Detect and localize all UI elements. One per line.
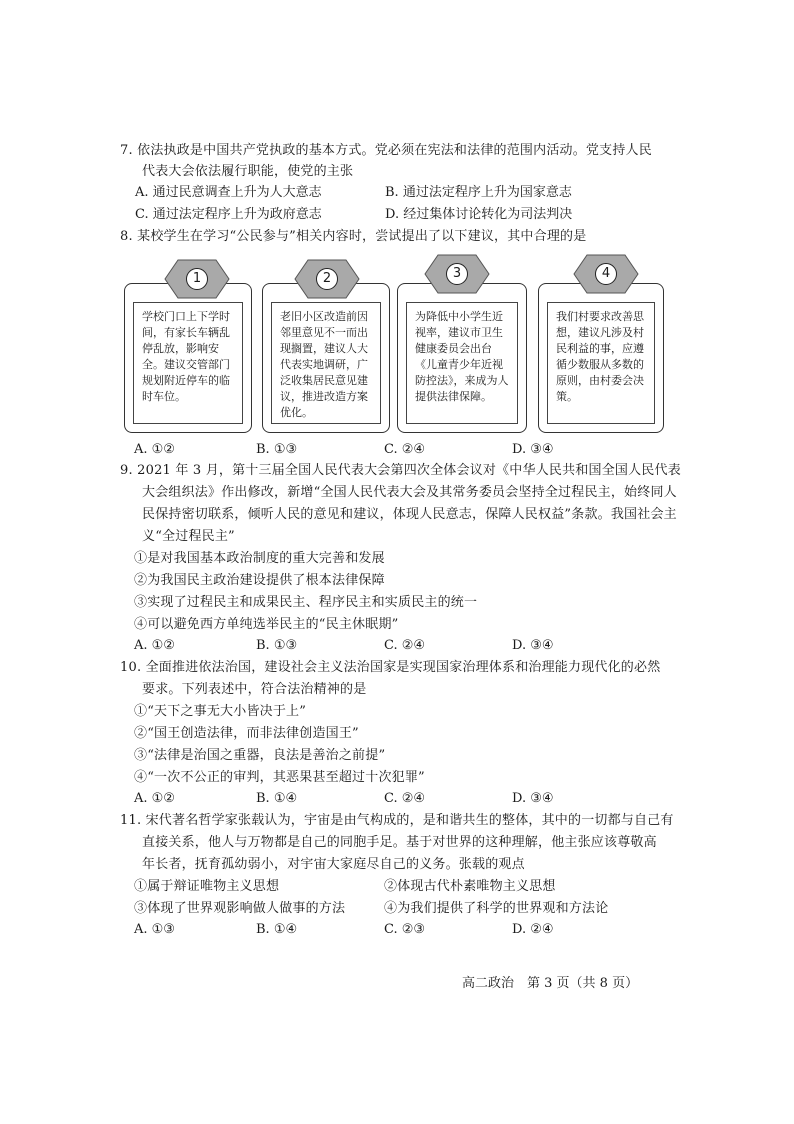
q11-option-b: B. ①④ [256,922,298,937]
card-2-number: 2 [316,268,338,290]
q11-item-1: ①属于辩证唯物主义思想 [134,879,280,894]
q7-stem-line-1: 7. 依法执政是中国共产党执政的基本方式。党必须在宪法和法律的范围内活动。党支持人民 [120,143,652,158]
q10-option-c: C. ②④ [384,791,426,806]
card-2-hex-badge [294,259,360,299]
q9-stem-line-2: 大会组织法》作出修改，新增“全国人民代表大会及其常务委员会坚持全过程民主，始终同人 [142,485,677,500]
q10-option-a: A. ①② [134,791,175,806]
q9-option-d: D. ③④ [512,638,554,653]
suggestion-card-1 [124,283,252,433]
q10-option-b: B. ①④ [256,791,298,806]
q8-stem: 8. 某校学生在学习“公民参与”相关内容时，尝试提出了以下建议，其中合理的是 [120,229,587,244]
card-3-hex-badge [424,254,490,294]
q10-stem-line-1: 10. 全面推进依法治国，建设社会主义法治国家是实现国家治理体系和治理能力现代化的必然 [120,660,661,675]
page-footer: 高二政治 第 3 页（共 8 页） [462,976,639,991]
q9-stem-line-1: 9. 2021 年 3 月，第十三届全国人民代表大会第四次全体会议对《中华人民共和国全国人民代表 [120,463,681,478]
q7-stem-line-2: 代表大会依法履行职能，使党的主张 [142,164,354,179]
q11-stem-line-3: 年长者，抚育孤幼弱小，对宇宙大家庭尽自己的义务。张载的观点 [142,857,525,872]
q9-option-b: B. ①③ [256,638,298,653]
q11-option-d: D. ②④ [512,922,554,937]
q11-option-c: C. ②③ [384,922,426,937]
suggestion-card-2 [262,283,390,433]
suggestion-card-4-text: 我们村要求改善思想，建议凡涉及村民利益的事，应遵循少数服从多数的原则，由村委会决策。 [547,302,655,424]
q9-stem-line-3: 民保持密切联系，倾听人民的意见和建议，体现人民意志，保障人民权益”条款。我国社会主 [142,507,677,522]
q9-item-1: ①是对我国基本政治制度的重大完善和发展 [134,551,385,566]
q9-option-c: C. ②④ [384,638,426,653]
suggestion-card-3 [397,283,527,433]
q11-stem-line-2: 直接关系，他人与万物都是自己的同胞手足。基于对世界的这种理解，他主张应该尊敬高 [142,835,657,850]
q10-item-2: ②“国王创造法律，而非法律创造国王” [134,726,359,741]
card-3-number: 3 [446,263,468,285]
card-4-hex-badge [573,254,639,294]
q9-item-2: ②为我国民主政治建设提供了根本法律保障 [134,573,385,588]
suggestion-card-2-text: 老旧小区改造前因邻里意见不一而出现搁置，建议人大代表实地调研，广泛收集居民意见建议，推进改造方案优化。 [271,302,381,424]
q11-item-2: ②体现古代朴素唯物主义思想 [384,879,556,894]
card-4-number: 4 [595,263,617,285]
q9-item-3: ③实现了过程民主和成果民主、程序民主和实质民主的统一 [134,595,478,610]
suggestion-card-3-text: 为降低中小学生近视率，建议市卫生健康委员会出台《儿童青少年近视防控法》，来成为人提供法律保障。 [406,302,518,424]
q10-option-d: D. ③④ [512,791,554,806]
q7-option-c: C. 通过法定程序上升为政府意志 [135,207,322,222]
q9-stem-line-4: 义“全过程民主” [142,529,235,544]
q8-option-a: A. ①② [134,442,175,457]
q11-stem-line-1: 11. 宋代著名哲学家张载认为，宇宙是由气构成的，是和谐共生的整体，其中的一切都与自己有 [120,813,674,828]
card-1-number: 1 [186,268,208,290]
q10-item-1: ①“天下之事无大小皆决于上” [134,704,307,719]
q8-option-c: C. ②④ [384,442,426,457]
q7-option-a: A. 通过民意调查上升为人大意志 [135,185,322,200]
q7-option-d: D. 经过集体讨论转化为司法判决 [385,207,573,222]
suggestion-card-1-text: 学校门口上下学时间，有家长车辆乱停乱放，影响安全。建议交管部门规划附近停车的临时车位。 [133,302,243,424]
q11-item-3: ③体现了世界观影响做人做事的方法 [134,901,346,916]
q10-stem-line-2: 要求。下列表述中，符合法治精神的是 [142,682,367,697]
q11-option-a: A. ①③ [134,922,175,937]
q8-option-d: D. ③④ [512,442,554,457]
q10-item-3: ③“法律是治国之重器，良法是善治之前提” [134,748,386,763]
q7-option-b: B. 通过法定程序上升为国家意志 [385,185,572,200]
card-1-hex-badge [164,259,230,299]
q8-option-b: B. ①③ [256,442,298,457]
q10-item-4: ④“一次不公正的审判，其恶果甚至超过十次犯罪” [134,770,425,785]
q11-item-4: ④为我们提供了科学的世界观和方法论 [384,901,609,916]
q9-item-4: ④可以避免西方单纯选举民主的“民主休眠期” [134,617,399,632]
q9-option-a: A. ①② [134,638,175,653]
suggestion-card-4 [538,283,664,433]
